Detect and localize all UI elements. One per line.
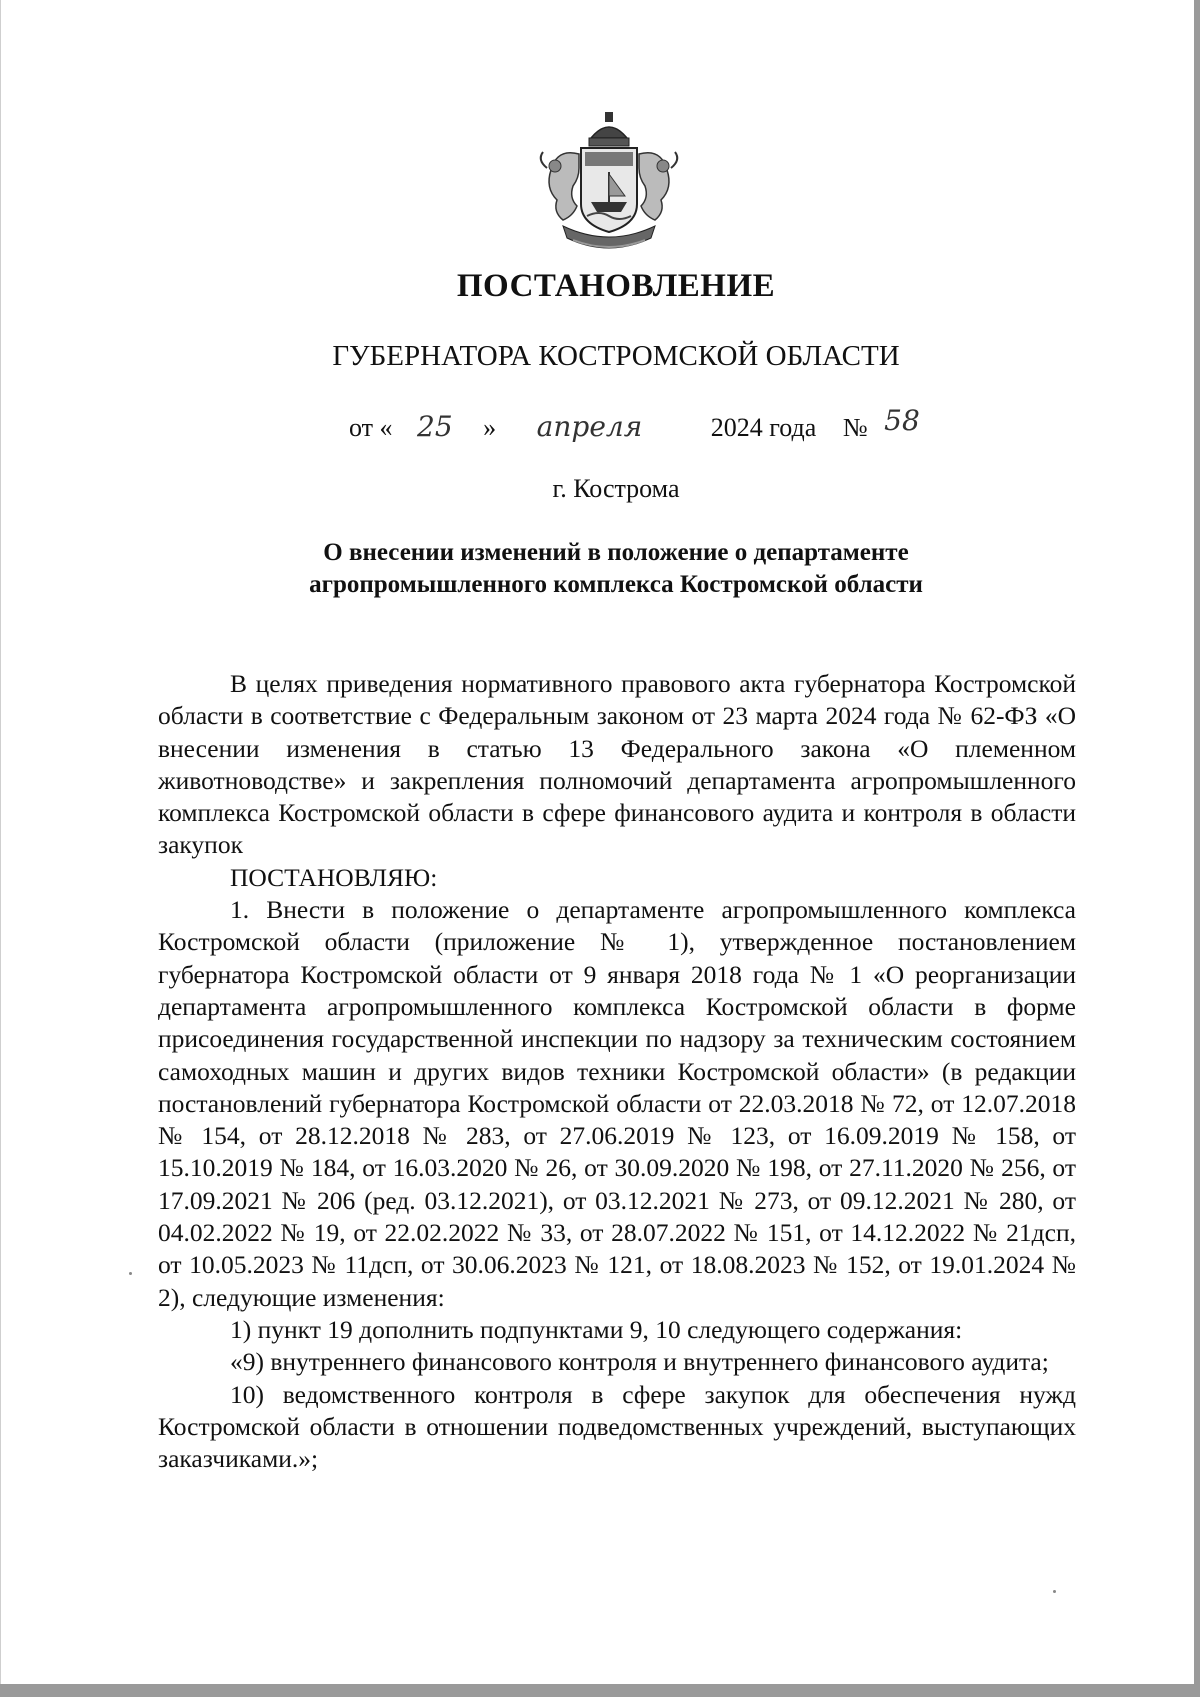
coat-of-arms-emblem <box>529 108 689 260</box>
document-heading <box>181 537 1051 601</box>
scan-speck <box>1053 1590 1056 1593</box>
document-body <box>158 668 1076 1475</box>
issuer-subtitle: ГУБЕРНАТОРА КОСТРОМСКОЙ ОБЛАСТИ <box>332 340 900 372</box>
handwritten-month: апреля <box>536 410 643 443</box>
document-title: ПОСТАНОВЛЕНИЕ <box>456 268 776 304</box>
date-line <box>349 404 920 443</box>
date-year: 2024 года <box>710 413 817 442</box>
handwritten-day: 25 <box>417 410 453 443</box>
item-10-paragraph: 10) ведомственного контроля в сфере закупок для обеспечения нужд Костромской области в отношении подведомственных учреждений, выступающих заказчиками.»; <box>158 1379 1076 1474</box>
resolve-paragraph: ПОСТАНОВЛЯЮ: <box>230 862 438 892</box>
date-quote-close: » <box>483 413 497 442</box>
city-line: г. Кострома <box>552 474 680 503</box>
number-label: № <box>842 413 868 442</box>
item-9-paragraph: «9) внутреннего финансового контроля и внутреннего финансового аудита; <box>230 1347 1049 1377</box>
date-prefix: от « <box>349 413 393 442</box>
handwritten-number: 58 <box>884 404 920 437</box>
clause-1-paragraph: 1. Внести в положение о департаменте агропромышленного комплекса Костромской области (приложение № 1), утвержденное постановлением губернатора Костромской области от 9 января 2018 года № 1 «О реорганизации департамента агропромышленного комплекса Костромской области в форме присоединения государственной инспекции по надзору за техническим состоянием самоходных машин и других видов техники Костромской области» (в редакции постановлений губернатора Костромской области от 22.03.2018 № 72, от 12.07.2018 № 154, от 28.12.2018 № 283, от 27.06.2019 № 123, от 16.09.2019 № 158, от 15.10.2019 № 184, от 16.03.2020 № 26, от 30.09.2020 № 198, от 27.11.2020 № 256, от 17.09.2021 № 206 (ред. 03.12.2021), от 03.12.2021 № 273, от 09.12.2021 № 280, от 04.02.2022 № 19, от 22.02.2022 № 33, от 28.07.2022 № 151, от 14.12.2022 № 21дсп, от 10.05.2023 № 11дсп, от 30.06.2023 № 121, от 18.08.2023 № 152, от 19.01.2024 № 2), следующие изменения: <box>158 895 1076 1312</box>
scan-speck <box>129 1272 132 1275</box>
preamble-paragraph: В целях приведения нормативного правового акта губернатора Костромской области в соответствие с Федеральным законом от 23 марта 2024 года № 62-ФЗ «О внесении изменения в статью 13 Федерального закона «О племенном животноводстве» и закрепления полномочий департамента агропромышленного комплекса Костромской области в сфере финансового аудита и контроля в области закупок <box>158 669 1076 860</box>
subclause-1-paragraph: 1) пункт 19 дополнить подпунктами 9, 10 следующего содержания: <box>230 1314 963 1344</box>
heading-line-1: О внесении изменений в положение о департаменте <box>323 539 909 566</box>
heading-line-2: агропромышленного комплекса Костромской области <box>309 571 923 598</box>
